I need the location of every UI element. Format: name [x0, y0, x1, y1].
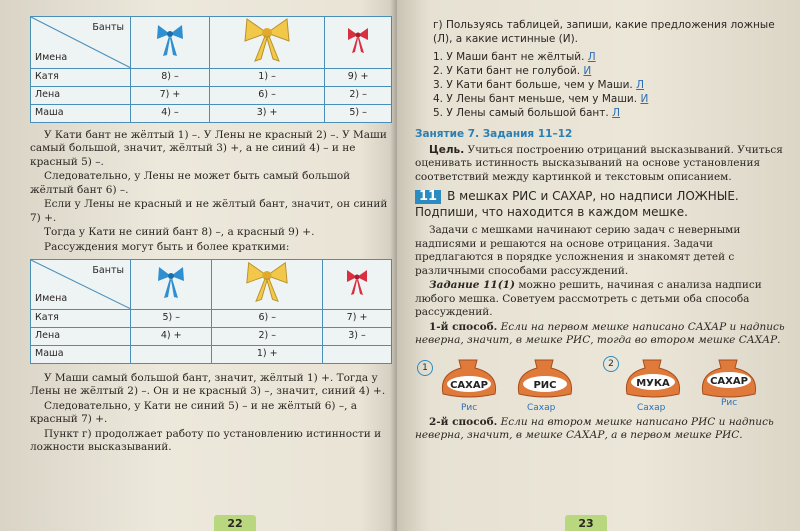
table-cell: 6) –	[209, 86, 324, 104]
red-bow-icon	[323, 260, 392, 310]
table-header-cell	[31, 17, 131, 69]
bag-label: САХАР	[450, 379, 488, 391]
bag-label: МУКА	[636, 377, 670, 389]
table-cell: 4) –	[131, 104, 210, 122]
table-cell: 7) +	[323, 309, 392, 327]
header-bows: Банты	[92, 265, 124, 276]
goal-paragraph: Цель. Учиться построению отрицаний высказываний. Учиться оценивать истинность высказываний на основе установления соответствий между картинкой и текстовым описанием.	[415, 143, 783, 183]
paragraph: Тогда у Кати не синий бант 8) –, а красный 9) +.	[44, 226, 315, 238]
table-cell: 8) –	[131, 68, 210, 86]
right-page	[397, 0, 800, 531]
task-block	[415, 189, 788, 220]
variant-number: 1	[417, 360, 433, 376]
sack-pair-1-icon	[437, 352, 587, 402]
table-cell: 1) –	[209, 68, 324, 86]
header-bows: Банты	[92, 22, 124, 33]
paragraph: Задачи с мешками начинают серию задач с неверными надписями и решаются на основе отрицания. Задачи предлагаются в порядке усложнения и знакомят детей с различными способами рассуждений.	[415, 224, 741, 277]
table-cell: 7) +	[131, 86, 210, 104]
row-name: Катя	[31, 309, 131, 327]
list-item: 3. У Кати бант больше, чем у Маши. Л	[433, 79, 645, 91]
bag-label: РИС	[533, 379, 557, 391]
table-cell: 5) –	[325, 104, 392, 122]
row-name: Катя	[31, 68, 131, 86]
table-row	[31, 327, 392, 345]
table-cell: 2) –	[212, 327, 323, 345]
paragraph: Если у Лены не красный и не жёлтый бант, значит, он синий 7) +.	[30, 198, 388, 224]
row-name: Лена	[31, 86, 131, 104]
blue-bow-icon	[131, 17, 210, 69]
paragraph: Задание 11(1) можно решить, начиная с анализа надписи любого мешка. Советуем рассмотреть с детьми оба способа рассуждений.	[415, 279, 762, 318]
table-cell	[131, 345, 212, 363]
paragraph: У Маши самый большой бант, значит, жёлтый 1) +. Тогда у Лены не жёлтый 2) –. Он и не красный 3) –, значит, синий 4) +.	[30, 371, 386, 397]
paragraph: У Кати бант не жёлтый 1) –. У Лены не красный 2) –. У Маши самый большой, значит, жёлтый 3) +, а не синий 4) – и не красный 5) –.	[30, 128, 387, 168]
table-cell: 5) –	[131, 309, 212, 327]
bows-table-1	[30, 16, 392, 123]
table-cell: 2) –	[325, 86, 392, 104]
table-cell: 3) +	[209, 104, 324, 122]
list-item: 4. У Лены бант меньше, чем у Маши. И	[433, 93, 649, 105]
paragraph: Рассуждения могут быть и более краткими:	[44, 240, 290, 253]
table-cell: 1) +	[212, 345, 323, 363]
paragraph: Следовательно, у Кати не синий 5) – и не жёлтый 6) –, а красный 7) +.	[30, 399, 358, 425]
bows-table-2	[30, 259, 392, 364]
bag-answer: Сахар	[637, 402, 666, 413]
table-cell: 6) –	[212, 309, 323, 327]
row-name: Маша	[31, 345, 131, 363]
variant-number: 2	[603, 356, 619, 372]
page-number: 23	[565, 515, 607, 531]
bag-answer: Рис	[461, 402, 478, 413]
header-names: Имена	[35, 52, 68, 63]
task-text: В мешках РИС и САХАР, но надписи ЛОЖНЫЕ. Подпиши, что находится в каждом мешке.	[415, 189, 739, 219]
paragraph: Пункт г) продолжает работу по установлению истинности и ложности высказываний.	[30, 427, 382, 453]
exercise-intro: г) Пользуясь таблицей, запиши, какие предложения ложные (Л), а какие истинные (И).	[433, 19, 775, 45]
list-item: 2. У Кати бант не голубой. И	[433, 65, 592, 77]
table-row	[31, 309, 392, 327]
list-item: 5. У Лены самый большой бант. Л	[433, 107, 620, 119]
row-name: Маша	[31, 104, 131, 122]
row-name: Лена	[31, 327, 131, 345]
paragraph: 1-й способ. Если на первом мешке написано САХАР и надпись неверна, значит, в мешке РИС, тогда во втором мешке САХАР.	[415, 320, 785, 346]
table-cell: 9) +	[325, 68, 392, 86]
paragraph: 2-й способ. Если на втором мешке написано РИС и надпись неверна, значит, в мешке САХАР, а в первом мешке РИС.	[415, 415, 774, 441]
yellow-bow-icon	[212, 260, 323, 310]
table-row	[31, 68, 392, 86]
table-header-cell	[31, 260, 131, 310]
red-bow-icon	[325, 17, 392, 69]
task-number-badge: 11	[415, 190, 441, 204]
section-title: Занятие 7. Задания 11–12	[415, 128, 573, 140]
table-cell: 4) +	[131, 327, 212, 345]
header-names: Имена	[35, 293, 68, 304]
blue-bow-icon	[131, 260, 212, 310]
bag-answer: Рис	[721, 397, 738, 408]
table-row	[31, 104, 392, 122]
table-cell: 3) –	[323, 327, 392, 345]
table-row	[31, 86, 392, 104]
table-row	[31, 345, 392, 363]
page-number: 22	[214, 515, 256, 531]
bag-label: САХАР	[710, 375, 748, 387]
table-cell	[323, 345, 392, 363]
bag-answer: Сахар	[527, 402, 556, 413]
yellow-bow-icon	[209, 17, 324, 69]
list-item: 1. У Маши бант не жёлтый. Л	[433, 51, 596, 63]
paragraph: Следовательно, у Лены не может быть самый большой жёлтый бант 6) –.	[30, 170, 351, 196]
bags-illustration	[415, 352, 788, 414]
